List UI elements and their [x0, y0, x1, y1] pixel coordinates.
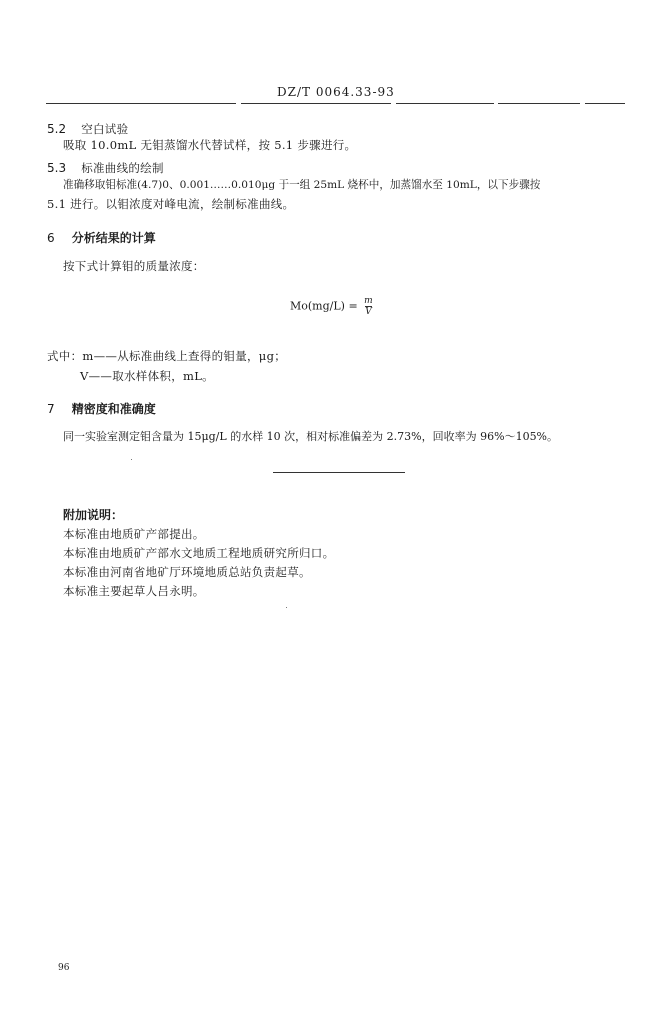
section-5-2-text: 吸取 10.0mL 无钼蒸馏水代替试样，按 5.1 步骤进行。: [63, 138, 357, 152]
m-definition: m——从标准曲线上查得的钼量，μg；: [82, 349, 287, 363]
section-number: 7: [47, 402, 55, 416]
note-item: 本标准由河南省地矿厅环境地质总站负责起草。: [63, 565, 311, 579]
section-5-3-line-1: 准确移取钼标准(4.7)0、0.001……0.010μg 于一组 25mL 烧杯中，加蒸馏水至 10mL，以下步骤按: [63, 179, 541, 191]
page-number: 96: [58, 963, 70, 973]
notes-title: 附加说明：: [63, 508, 124, 522]
note-item: 本标准主要起草人吕永明。: [63, 584, 205, 598]
formula-fraction: [364, 296, 373, 317]
section-5-3-heading: [47, 157, 164, 176]
section-number: 6: [47, 231, 55, 245]
section-title: 空白试验: [81, 122, 129, 136]
standard-code: DZ/T 0064.33-93: [277, 85, 395, 99]
v-definition: V——取水样体积，mL。: [80, 369, 214, 383]
note-item: 本标准由地质矿产部提出。: [63, 527, 205, 541]
scan-speck: [286, 607, 287, 608]
formula-numerator: m: [364, 296, 373, 306]
section-6-heading: [47, 227, 156, 246]
note-item: 本标准由地质矿产部水文地质工程地质研究所归口。: [63, 546, 335, 560]
section-number: 5.3: [47, 161, 67, 175]
formula-lhs: Mo(mg/L) =: [290, 299, 358, 313]
section-number: 5.2: [47, 122, 67, 136]
formula: [290, 296, 373, 317]
section-5-3-line-2: 5.1 进行。以钼浓度对峰电流，绘制标准曲线。: [47, 197, 295, 211]
where-clause: [47, 348, 286, 364]
section-7-heading: [47, 398, 156, 417]
calculation-intro: 按下式计算钼的质量浓度：: [63, 259, 205, 273]
section-title: 标准曲线的绘制: [81, 161, 164, 175]
end-rule: [273, 472, 405, 473]
section-5-2-heading: [47, 118, 128, 137]
formula-denominator: V: [365, 307, 372, 317]
section-title: 分析结果的计算: [71, 231, 156, 245]
section-title: 精密度和准确度: [71, 402, 156, 416]
where-label: 式中：: [47, 349, 83, 363]
scan-speck: [131, 459, 132, 460]
section-7-text: 同一实验室测定钼含量为 15μg/L 的水样 10 次，相对标准偏差为 2.73%，回收率为 96%～105%。: [63, 430, 559, 443]
